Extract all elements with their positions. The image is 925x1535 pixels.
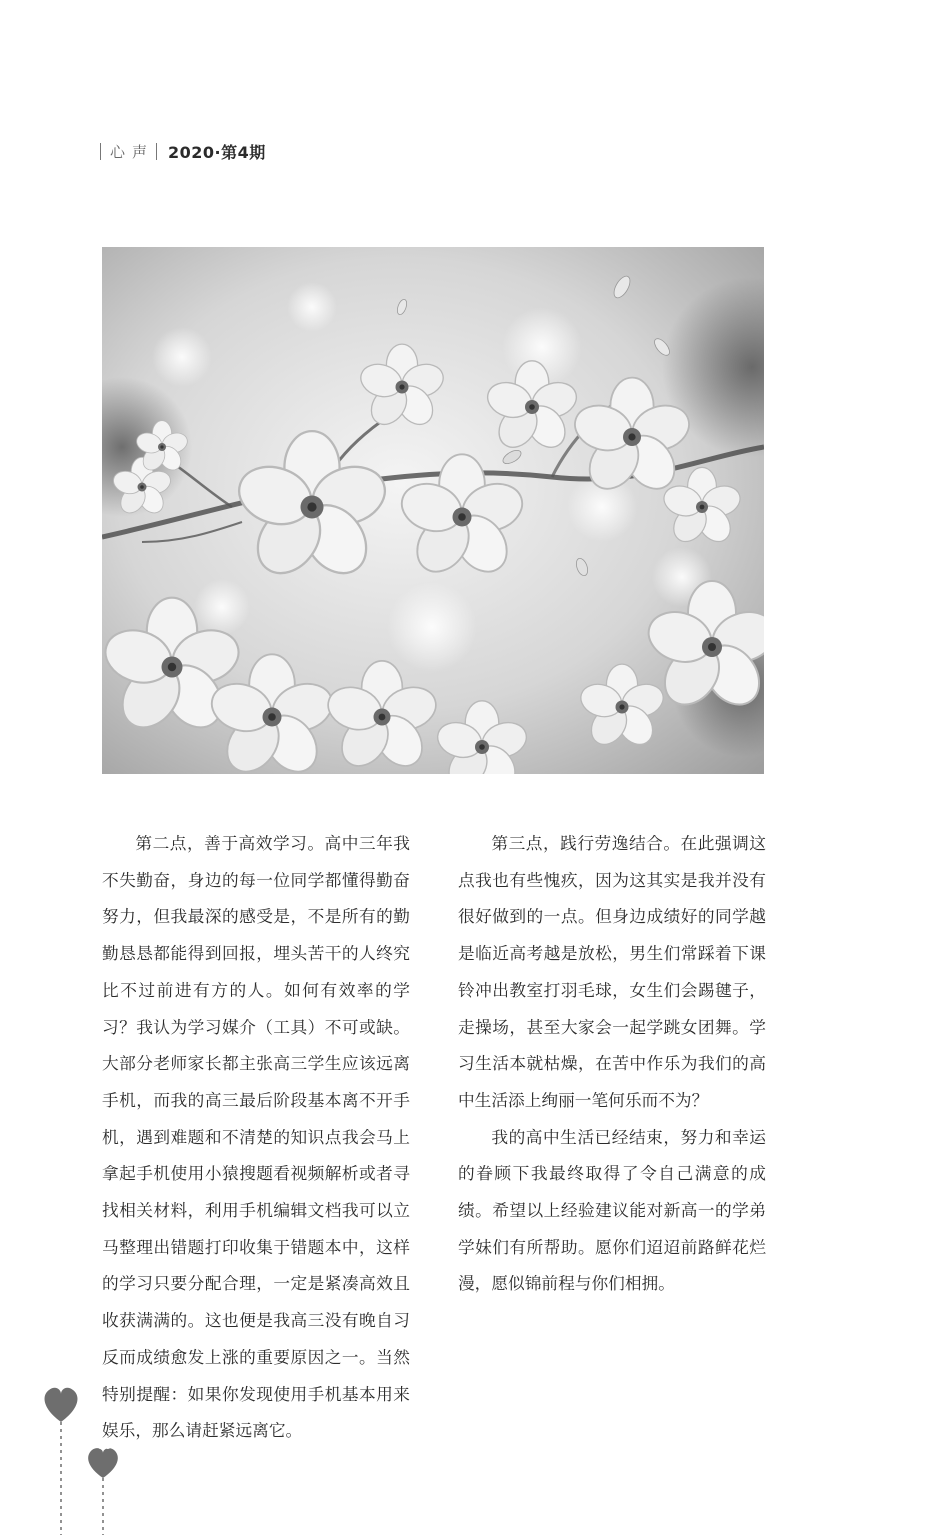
section-name: 心声 (110, 142, 155, 161)
heart-icon (38, 1382, 138, 1535)
header-divider (156, 143, 157, 160)
running-header (100, 138, 266, 164)
paragraph: 第三点，践行劳逸结合。在此强调这点我也有些愧疚，因为这其实是我并没有很好做到的一点。但身边成绩好的同学越是临近高考越是放松，男生们常踩着下课铃冲出教室打羽毛球，女生们会踢毽子，走操场，甚至大家会一起学跳女团舞。学习生活本就枯燥，在苦中作乐为我们的高中生活添上绚丽一笔何乐而不为？ (458, 833, 766, 1110)
cherry-blossom-photo (102, 247, 764, 774)
issue-label: 2020·第4期 (168, 142, 266, 162)
article-column-left (102, 825, 410, 1449)
paragraph: 我的高中生活已经结束，努力和幸运的眷顾下我最终取得了令自己满意的成绩。希望以上经验建议能对新高一的学弟学妹们有所帮助。愿你们迢迢前路鲜花烂漫，愿似锦前程与你们相拥。 (458, 1126, 766, 1294)
article-column-right (458, 825, 766, 1302)
paragraph: 第二点，善于高效学习。高中三年我不失勤奋，身边的每一位同学都懂得勤奋努力，但我最深的感受是，不是所有的勤勤恳恳都能得到回报，埋头苦干的人终究比不过前进有方的人。如何有效率的学习？我认为学习媒介（工具）不可或缺。大部分老师家长都主张高三学生应该远离手机，而我的高三最后阶段基本离不开手机，遇到难题和不清楚的知识点我会马上拿起手机使用小猿搜题看视频解析或者寻找相关材料，利用手机编辑文档我可以立马整理出错题打印收集于错题本中，这样的学习只要分配合理，一定是紧凑高效且收获满满的。这也便是我高三没有晚自习反而成绩愈发上涨的重要原因之一。当然特别提醒：如果你发现使用手机基本用来娱乐，那么请赶紧远离它。 (102, 833, 410, 1441)
header-divider (100, 143, 101, 160)
page-number: 46 (94, 1437, 112, 1453)
